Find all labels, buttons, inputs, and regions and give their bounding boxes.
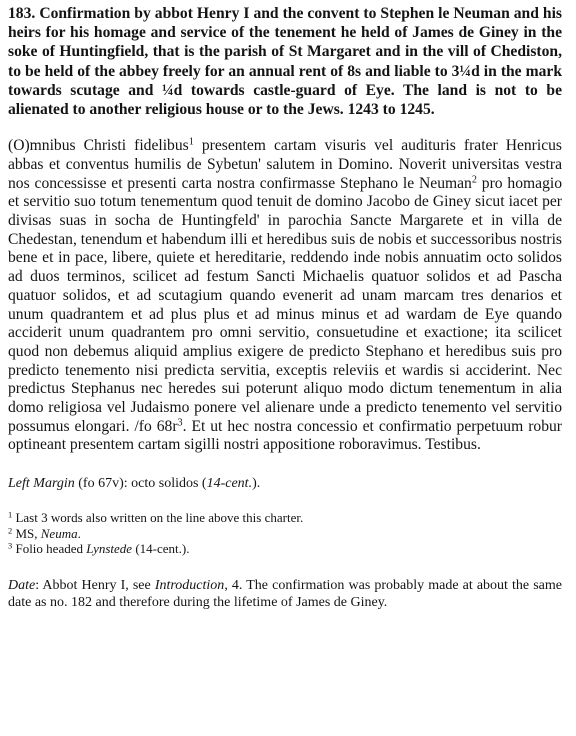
footnote-emphasis: Neuma bbox=[40, 525, 78, 541]
footnote-ref: 2 bbox=[471, 174, 477, 186]
footnote-item bbox=[8, 510, 562, 526]
charter-text-part: presentem cartam visuris vel audituris frater Henricus abbas et conventus humilis de Sybetun' salutem in Domino. Noverit universitas vestra nos concessisse et presenti carta nostra confirmasse Stephano le Neuman bbox=[8, 137, 562, 192]
footnote-text: Last 3 words also written on the line above this charter. bbox=[15, 510, 304, 526]
footnote-emphasis: Lynstede bbox=[86, 541, 133, 557]
charter-text bbox=[8, 137, 562, 455]
charter-text-part: pro homagio et servitio suo totum tenementum quod tenuit de domino Jacobo de Giney sicut iacet per divisas suas in socha de Huntingfeld' in parochia Sancte Margarete et in villa de Chedestan, tenendum et habendum illi et heredibus suis de nobis et successoribus nostris bene et in pace, libere, quiete et hereditarie, reddendo inde nobis annuatim octo solidos ad duos terminos, scilicet ad festum Sancti Michaelis quatuor solidos et ad Pascha quatuor solidos, et ad scutagium quando evenerit ad unam marcam tres denarios et unum quadrantem et ad plus plus et ad minus minus et ad wardam de Eye quando acciderit unum quadrantem pro omni servitio, consuetudine et exactione; ita scilicet quod non debemus aliquid amplius exigere de predicto Stephano et heredibus suis pro predicto tenemento nisi predicta servitia, exceptis releviis et wardis si acciderint. Nec predictus Stephanus nec heredes sui poterunt aliquo modo dictum tenementum in alia domo religiosa vel Judaismo ponere vel alienare unde a predicto tenemento vel servitio possumus elongari. /fo 68r bbox=[8, 174, 563, 435]
margin-note-text: ). bbox=[252, 476, 261, 492]
entry-heading bbox=[8, 4, 562, 119]
footnote-text: Folio headed bbox=[15, 541, 87, 557]
footnote-text: MS, bbox=[15, 525, 41, 541]
entry-number: 183. bbox=[8, 5, 36, 22]
margin-note-label: Left Margin bbox=[8, 476, 75, 492]
margin-note-century: 14-cent. bbox=[206, 476, 253, 492]
margin-note bbox=[8, 475, 562, 492]
footnote-ref: 1 bbox=[188, 136, 194, 148]
entry-summary: Confirmation by abbot Henry I and the convent to Stephen le Neuman and his heirs for his homage and service of the tenement he held of James de Giney in the soke of Huntingfield, that is the parish of St Margaret and in the vill of Chediston, to be held of the abbey freely for an annual rent of 8s and liable to 3¼d in the mark towards scutage and ¼d towards castle-guard of Eye. The land is not to be alienated to another religious house or to the Jews. 1243 to 1245. bbox=[8, 5, 562, 119]
date-note bbox=[8, 577, 562, 611]
footnote-item bbox=[8, 526, 562, 542]
date-note-label: Date bbox=[8, 577, 36, 593]
charter-text-part: . Et ut hec nostra concessio et confirmatio perpetuum robur optineant presentem cartam sigilli nostri appositione roboravimus. Testibus. bbox=[8, 417, 562, 454]
date-note-text: , 4. The confirmation was probably made at about the same date as no. 182 and therefore during the lifetime of James de Giney. bbox=[8, 577, 562, 610]
footnote-text: . bbox=[77, 525, 81, 541]
margin-note-text: (fo 67v): octo solidos ( bbox=[74, 476, 207, 492]
footnote-number: 1 bbox=[8, 509, 13, 520]
footnote-text: (14-cent.). bbox=[132, 541, 190, 557]
footnote-ref: 3 bbox=[177, 417, 183, 429]
date-note-text: : Abbot Henry I, see bbox=[35, 577, 155, 593]
date-note-emphasis: Introduction bbox=[154, 577, 225, 593]
footnote-number: 2 bbox=[8, 525, 13, 536]
footnote-number: 3 bbox=[8, 540, 13, 551]
footnote-list bbox=[8, 510, 562, 557]
footnote-item bbox=[8, 541, 562, 557]
charter-text-part: (O)mnibus Christi fidelibus bbox=[8, 137, 189, 155]
